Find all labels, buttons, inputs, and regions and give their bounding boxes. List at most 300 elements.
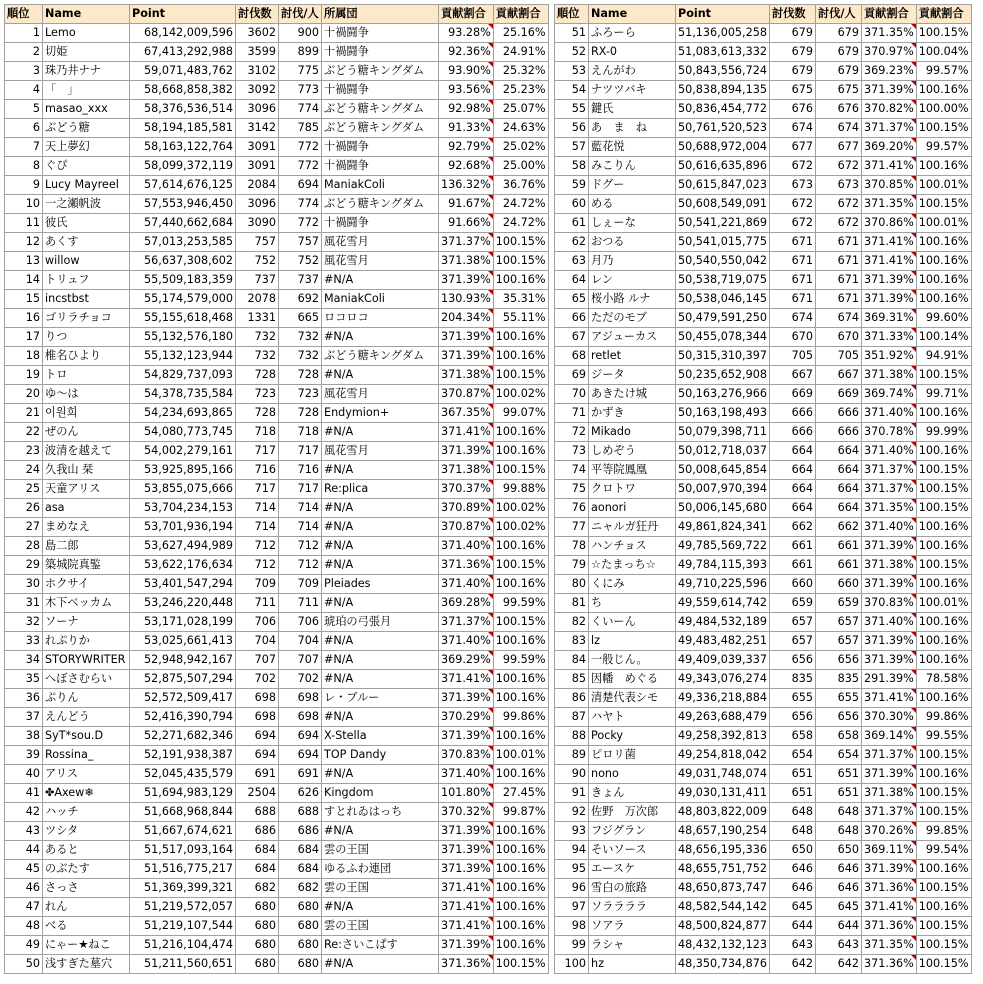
cell-contribution-b[interactable]: 99.55%: [916, 727, 971, 746]
cell-rank[interactable]: 13: [5, 252, 43, 271]
cell-rank[interactable]: 36: [5, 689, 43, 708]
cell-rank[interactable]: 18: [5, 347, 43, 366]
cell-guild[interactable]: 風花雪月: [322, 233, 439, 252]
cell-name[interactable]: 天上夢幻: [43, 138, 130, 157]
cell-name[interactable]: あると: [43, 841, 130, 860]
table-row[interactable]: [5, 841, 549, 860]
cell-kills[interactable]: 752: [236, 252, 279, 271]
cell-point[interactable]: 50,843,556,724: [676, 62, 770, 81]
cell-guild[interactable]: ぶどう糖キングダム: [322, 62, 439, 81]
cell-kills[interactable]: 643: [769, 936, 815, 955]
cell-contribution-a[interactable]: 371.41%: [861, 252, 916, 271]
cell-kills[interactable]: 651: [769, 765, 815, 784]
header-contribution-b[interactable]: 貢献割合: [493, 5, 548, 24]
cell-kills[interactable]: 680: [236, 898, 279, 917]
cell-kills[interactable]: 680: [236, 955, 279, 974]
cell-kills-per-person[interactable]: 655: [815, 689, 861, 708]
cell-point[interactable]: 50,007,970,394: [676, 480, 770, 499]
table-row[interactable]: [555, 328, 972, 347]
header-kills[interactable]: 討伐数: [236, 5, 279, 24]
cell-kills[interactable]: 644: [769, 917, 815, 936]
cell-name[interactable]: ぶどう糖: [43, 119, 130, 138]
cell-contribution-b[interactable]: 100.16%: [916, 404, 971, 423]
cell-contribution-a[interactable]: 371.39%: [439, 860, 494, 879]
cell-kills[interactable]: 2504: [236, 784, 279, 803]
cell-kills-per-person[interactable]: 717: [279, 480, 322, 499]
cell-rank[interactable]: 81: [555, 594, 589, 613]
cell-contribution-a[interactable]: 370.97%: [861, 43, 916, 62]
cell-contribution-a[interactable]: 370.89%: [439, 499, 494, 518]
cell-contribution-b[interactable]: 100.15%: [916, 366, 971, 385]
cell-kills-per-person[interactable]: 694: [279, 727, 322, 746]
cell-kills-per-person[interactable]: 775: [279, 62, 322, 81]
cell-contribution-a[interactable]: 371.41%: [861, 898, 916, 917]
cell-kills[interactable]: 3096: [236, 195, 279, 214]
cell-name[interactable]: ぷりん: [43, 689, 130, 708]
cell-guild[interactable]: ManiakColi: [322, 176, 439, 195]
cell-contribution-a[interactable]: 371.41%: [439, 670, 494, 689]
cell-contribution-a[interactable]: 371.39%: [861, 575, 916, 594]
table-row[interactable]: [5, 423, 549, 442]
cell-guild[interactable]: Endymion+: [322, 404, 439, 423]
cell-kills-per-person[interactable]: 642: [815, 955, 861, 974]
cell-rank[interactable]: 69: [555, 366, 589, 385]
cell-rank[interactable]: 100: [555, 955, 589, 974]
cell-kills-per-person[interactable]: 651: [815, 765, 861, 784]
cell-guild[interactable]: TOP Dandy: [322, 746, 439, 765]
cell-name[interactable]: Lemo: [43, 24, 130, 43]
cell-kills-per-person[interactable]: 650: [815, 841, 861, 860]
cell-name[interactable]: Mikado: [589, 423, 676, 442]
cell-contribution-b[interactable]: 100.16%: [493, 423, 548, 442]
cell-contribution-b[interactable]: 100.15%: [916, 461, 971, 480]
cell-name[interactable]: 桜小路 ルナ: [589, 290, 676, 309]
cell-rank[interactable]: 10: [5, 195, 43, 214]
table-row[interactable]: [5, 138, 549, 157]
cell-point[interactable]: 50,616,635,896: [676, 157, 770, 176]
cell-guild[interactable]: #N/A: [322, 423, 439, 442]
cell-kills[interactable]: 661: [769, 556, 815, 575]
cell-guild[interactable]: 十禍闘争: [322, 138, 439, 157]
cell-rank[interactable]: 39: [5, 746, 43, 765]
cell-name[interactable]: まめなえ: [43, 518, 130, 537]
cell-kills[interactable]: 712: [236, 537, 279, 556]
header-name[interactable]: Name: [43, 5, 130, 24]
cell-name[interactable]: クロトワ: [589, 480, 676, 499]
cell-contribution-b[interactable]: 99.60%: [916, 309, 971, 328]
cell-name[interactable]: 佐野 万次郎: [589, 803, 676, 822]
table-row[interactable]: [555, 575, 972, 594]
cell-name[interactable]: ゆ～は: [43, 385, 130, 404]
cell-guild[interactable]: #N/A: [322, 556, 439, 575]
cell-contribution-a[interactable]: 371.39%: [861, 537, 916, 556]
cell-kills[interactable]: 691: [236, 765, 279, 784]
cell-contribution-a[interactable]: 371.41%: [861, 233, 916, 252]
cell-contribution-b[interactable]: 100.15%: [493, 955, 548, 974]
cell-kills-per-person[interactable]: 772: [279, 157, 322, 176]
cell-name[interactable]: あきたけ城: [589, 385, 676, 404]
cell-kills[interactable]: 698: [236, 689, 279, 708]
table-row[interactable]: [5, 746, 549, 765]
cell-point[interactable]: 55,509,183,359: [130, 271, 236, 290]
cell-contribution-a[interactable]: 371.39%: [439, 271, 494, 290]
cell-rank[interactable]: 57: [555, 138, 589, 157]
cell-rank[interactable]: 12: [5, 233, 43, 252]
cell-kills[interactable]: 664: [769, 442, 815, 461]
cell-name[interactable]: アリス: [43, 765, 130, 784]
cell-contribution-a[interactable]: 371.35%: [861, 499, 916, 518]
cell-contribution-b[interactable]: 55.11%: [493, 309, 548, 328]
cell-point[interactable]: 54,234,693,865: [130, 404, 236, 423]
cell-contribution-b[interactable]: 100.15%: [493, 233, 548, 252]
cell-point[interactable]: 54,829,737,093: [130, 366, 236, 385]
cell-rank[interactable]: 54: [555, 81, 589, 100]
cell-contribution-b[interactable]: 99.57%: [916, 138, 971, 157]
cell-kills[interactable]: 707: [236, 651, 279, 670]
cell-contribution-b[interactable]: 100.16%: [916, 518, 971, 537]
table-row[interactable]: [5, 442, 549, 461]
cell-contribution-a[interactable]: 370.30%: [861, 708, 916, 727]
cell-contribution-a[interactable]: 136.32%: [439, 176, 494, 195]
cell-contribution-b[interactable]: 100.15%: [916, 917, 971, 936]
table-row[interactable]: [555, 24, 972, 43]
cell-point[interactable]: 53,171,028,199: [130, 613, 236, 632]
table-row[interactable]: [5, 594, 549, 613]
cell-contribution-a[interactable]: 130.93%: [439, 290, 494, 309]
cell-point[interactable]: 49,785,569,722: [676, 537, 770, 556]
cell-contribution-b[interactable]: 100.15%: [493, 461, 548, 480]
cell-rank[interactable]: 4: [5, 81, 43, 100]
cell-rank[interactable]: 71: [555, 404, 589, 423]
header-guild[interactable]: 所属団: [322, 5, 439, 24]
cell-contribution-a[interactable]: 371.41%: [439, 898, 494, 917]
cell-contribution-b[interactable]: 100.14%: [916, 328, 971, 347]
cell-contribution-b[interactable]: 100.16%: [493, 841, 548, 860]
cell-point[interactable]: 50,540,550,042: [676, 252, 770, 271]
table-row[interactable]: [555, 860, 972, 879]
cell-point[interactable]: 50,761,520,523: [676, 119, 770, 138]
cell-guild[interactable]: 琥珀の弓張月: [322, 613, 439, 632]
cell-contribution-b[interactable]: 100.16%: [916, 252, 971, 271]
cell-name[interactable]: ゴリラチョコ: [43, 309, 130, 328]
cell-kills[interactable]: 680: [236, 936, 279, 955]
cell-contribution-a[interactable]: 204.34%: [439, 309, 494, 328]
table-row[interactable]: [555, 841, 972, 860]
cell-contribution-a[interactable]: 371.41%: [861, 689, 916, 708]
cell-kills[interactable]: 657: [769, 632, 815, 651]
cell-rank[interactable]: 56: [555, 119, 589, 138]
cell-rank[interactable]: 5: [5, 100, 43, 119]
cell-kills-per-person[interactable]: 669: [815, 385, 861, 404]
cell-kills[interactable]: 660: [769, 575, 815, 594]
cell-point[interactable]: 55,132,123,944: [130, 347, 236, 366]
table-row[interactable]: [555, 480, 972, 499]
table-row[interactable]: [5, 252, 549, 271]
table-row[interactable]: [555, 746, 972, 765]
cell-kills[interactable]: 645: [769, 898, 815, 917]
cell-point[interactable]: 50,541,015,775: [676, 233, 770, 252]
cell-name[interactable]: める: [589, 195, 676, 214]
cell-name[interactable]: 雪白の旅路: [589, 879, 676, 898]
cell-kills[interactable]: 682: [236, 879, 279, 898]
cell-contribution-a[interactable]: 371.39%: [861, 651, 916, 670]
cell-contribution-b[interactable]: 100.15%: [916, 556, 971, 575]
cell-contribution-a[interactable]: 370.83%: [439, 746, 494, 765]
table-row[interactable]: [555, 955, 972, 974]
table-row[interactable]: [5, 917, 549, 936]
cell-point[interactable]: 58,099,372,119: [130, 157, 236, 176]
cell-rank[interactable]: 74: [555, 461, 589, 480]
cell-contribution-a[interactable]: 291.39%: [861, 670, 916, 689]
cell-rank[interactable]: 79: [555, 556, 589, 575]
cell-point[interactable]: 50,479,591,250: [676, 309, 770, 328]
cell-contribution-a[interactable]: 371.39%: [861, 860, 916, 879]
cell-contribution-a[interactable]: 371.41%: [439, 917, 494, 936]
table-row[interactable]: [5, 100, 549, 119]
cell-name[interactable]: さっさ: [43, 879, 130, 898]
cell-guild[interactable]: 十禍闘争: [322, 24, 439, 43]
cell-point[interactable]: 50,455,078,344: [676, 328, 770, 347]
cell-name[interactable]: ただのモブ: [589, 309, 676, 328]
cell-contribution-a[interactable]: 101.80%: [439, 784, 494, 803]
cell-contribution-b[interactable]: 100.15%: [916, 746, 971, 765]
cell-rank[interactable]: 34: [5, 651, 43, 670]
cell-contribution-b[interactable]: 100.16%: [493, 328, 548, 347]
table-row[interactable]: [5, 233, 549, 252]
cell-point[interactable]: 51,219,572,057: [130, 898, 236, 917]
cell-contribution-b[interactable]: 100.02%: [493, 385, 548, 404]
cell-contribution-b[interactable]: 24.72%: [493, 195, 548, 214]
cell-name[interactable]: ソアラ: [589, 917, 676, 936]
cell-contribution-b[interactable]: 100.15%: [916, 879, 971, 898]
cell-name[interactable]: ピロリ菌: [589, 746, 676, 765]
cell-name[interactable]: れぷりか: [43, 632, 130, 651]
cell-name[interactable]: れん: [43, 898, 130, 917]
cell-contribution-a[interactable]: 92.68%: [439, 157, 494, 176]
cell-contribution-b[interactable]: 27.45%: [493, 784, 548, 803]
cell-contribution-a[interactable]: 371.39%: [861, 765, 916, 784]
cell-contribution-b[interactable]: 99.54%: [916, 841, 971, 860]
cell-point[interactable]: 56,637,308,602: [130, 252, 236, 271]
cell-kills-per-person[interactable]: 772: [279, 138, 322, 157]
table-row[interactable]: [5, 461, 549, 480]
cell-kills-per-person[interactable]: 672: [815, 214, 861, 233]
cell-kills[interactable]: 679: [769, 43, 815, 62]
cell-kills-per-person[interactable]: 666: [815, 404, 861, 423]
table-row[interactable]: [5, 632, 549, 651]
table-row[interactable]: [555, 271, 972, 290]
cell-rank[interactable]: 95: [555, 860, 589, 879]
cell-guild[interactable]: #N/A: [322, 632, 439, 651]
cell-name[interactable]: 築城院真鍳: [43, 556, 130, 575]
table-row[interactable]: [5, 518, 549, 537]
cell-rank[interactable]: 51: [555, 24, 589, 43]
cell-name[interactable]: 波清を越えて: [43, 442, 130, 461]
table-row[interactable]: [5, 575, 549, 594]
cell-guild[interactable]: Re:さいこぱす: [322, 936, 439, 955]
cell-guild[interactable]: 雲の王国: [322, 879, 439, 898]
cell-point[interactable]: 58,668,858,382: [130, 81, 236, 100]
header-kills[interactable]: 討伐数: [769, 5, 815, 24]
cell-contribution-a[interactable]: 371.39%: [439, 689, 494, 708]
cell-kills-per-person[interactable]: 711: [279, 594, 322, 613]
cell-kills[interactable]: 655: [769, 689, 815, 708]
cell-contribution-a[interactable]: 371.39%: [439, 936, 494, 955]
cell-point[interactable]: 58,376,536,514: [130, 100, 236, 119]
cell-rank[interactable]: 50: [5, 955, 43, 974]
cell-kills[interactable]: 2078: [236, 290, 279, 309]
cell-rank[interactable]: 70: [555, 385, 589, 404]
cell-rank[interactable]: 87: [555, 708, 589, 727]
cell-point[interactable]: 48,432,132,123: [676, 936, 770, 955]
cell-name[interactable]: ふろーら: [589, 24, 676, 43]
table-row[interactable]: [5, 670, 549, 689]
cell-contribution-a[interactable]: 92.79%: [439, 138, 494, 157]
cell-guild[interactable]: Re:plica: [322, 480, 439, 499]
cell-point[interactable]: 50,541,221,869: [676, 214, 770, 233]
cell-rank[interactable]: 97: [555, 898, 589, 917]
cell-kills-per-person[interactable]: 679: [815, 24, 861, 43]
cell-rank[interactable]: 61: [555, 214, 589, 233]
table-row[interactable]: [5, 499, 549, 518]
cell-point[interactable]: 59,071,483,762: [130, 62, 236, 81]
cell-contribution-b[interactable]: 100.15%: [493, 556, 548, 575]
cell-name[interactable]: レン: [589, 271, 676, 290]
cell-contribution-a[interactable]: 371.40%: [861, 404, 916, 423]
table-row[interactable]: [5, 157, 549, 176]
cell-contribution-a[interactable]: 370.85%: [861, 176, 916, 195]
cell-contribution-a[interactable]: 371.38%: [861, 784, 916, 803]
cell-kills-per-person[interactable]: 723: [279, 385, 322, 404]
table-row[interactable]: [555, 499, 972, 518]
cell-point[interactable]: 50,608,549,091: [676, 195, 770, 214]
cell-kills-per-person[interactable]: 645: [815, 898, 861, 917]
cell-kills-per-person[interactable]: 671: [815, 252, 861, 271]
cell-kills-per-person[interactable]: 718: [279, 423, 322, 442]
cell-name[interactable]: Lucy Mayreel: [43, 176, 130, 195]
cell-contribution-a[interactable]: 371.38%: [439, 252, 494, 271]
cell-contribution-b[interactable]: 100.16%: [493, 537, 548, 556]
cell-name[interactable]: かずき: [589, 404, 676, 423]
table-row[interactable]: [5, 404, 549, 423]
cell-name[interactable]: えんどう: [43, 708, 130, 727]
cell-contribution-b[interactable]: 100.15%: [916, 480, 971, 499]
cell-guild[interactable]: 十禍闘争: [322, 43, 439, 62]
cell-kills-per-person[interactable]: 705: [815, 347, 861, 366]
cell-rank[interactable]: 20: [5, 385, 43, 404]
cell-kills[interactable]: 694: [236, 727, 279, 746]
header-point[interactable]: Point: [676, 5, 770, 24]
cell-contribution-b[interactable]: 100.16%: [916, 233, 971, 252]
cell-kills[interactable]: 674: [769, 309, 815, 328]
cell-kills-per-person[interactable]: 752: [279, 252, 322, 271]
cell-rank[interactable]: 68: [555, 347, 589, 366]
cell-point[interactable]: 51,667,674,621: [130, 822, 236, 841]
table-row[interactable]: [555, 176, 972, 195]
cell-rank[interactable]: 94: [555, 841, 589, 860]
cell-point[interactable]: 53,025,661,413: [130, 632, 236, 651]
table-row[interactable]: [5, 556, 549, 575]
cell-contribution-a[interactable]: 370.87%: [439, 518, 494, 537]
cell-kills[interactable]: 667: [769, 366, 815, 385]
cell-kills-per-person[interactable]: 664: [815, 480, 861, 499]
cell-contribution-b[interactable]: 100.16%: [493, 347, 548, 366]
cell-name[interactable]: STORYWRITER: [43, 651, 130, 670]
cell-contribution-b[interactable]: 99.59%: [493, 651, 548, 670]
cell-kills-per-person[interactable]: 666: [815, 423, 861, 442]
cell-guild[interactable]: 風花雪月: [322, 442, 439, 461]
cell-kills-per-person[interactable]: 648: [815, 822, 861, 841]
cell-contribution-a[interactable]: 371.41%: [861, 157, 916, 176]
cell-kills[interactable]: 672: [769, 214, 815, 233]
cell-point[interactable]: 52,572,509,417: [130, 689, 236, 708]
cell-rank[interactable]: 33: [5, 632, 43, 651]
cell-point[interactable]: 50,006,145,680: [676, 499, 770, 518]
cell-name[interactable]: 平等院鳳凰: [589, 461, 676, 480]
cell-guild[interactable]: #N/A: [322, 822, 439, 841]
cell-kills-per-person[interactable]: 657: [815, 613, 861, 632]
cell-contribution-b[interactable]: 100.16%: [916, 271, 971, 290]
cell-kills-per-person[interactable]: 707: [279, 651, 322, 670]
cell-kills[interactable]: 658: [769, 727, 815, 746]
cell-kills-per-person[interactable]: 717: [279, 442, 322, 461]
cell-contribution-a[interactable]: 351.92%: [861, 347, 916, 366]
cell-point[interactable]: 49,343,076,274: [676, 670, 770, 689]
cell-name[interactable]: 彼氏: [43, 214, 130, 233]
cell-name[interactable]: 切姫: [43, 43, 130, 62]
table-row[interactable]: [5, 955, 549, 974]
header-rank[interactable]: 順位: [555, 5, 589, 24]
cell-name[interactable]: にゃー★ねこ: [43, 936, 130, 955]
cell-contribution-b[interactable]: 24.91%: [493, 43, 548, 62]
cell-point[interactable]: 48,500,824,877: [676, 917, 770, 936]
cell-name[interactable]: フジグラン: [589, 822, 676, 841]
cell-name[interactable]: willow: [43, 252, 130, 271]
cell-kills-per-person[interactable]: 737: [279, 271, 322, 290]
cell-kills-per-person[interactable]: 691: [279, 765, 322, 784]
cell-kills[interactable]: 674: [769, 119, 815, 138]
cell-name[interactable]: しぇーな: [589, 214, 676, 233]
cell-point[interactable]: 51,083,613,332: [676, 43, 770, 62]
cell-kills-per-person[interactable]: 671: [815, 271, 861, 290]
cell-point[interactable]: 53,925,895,166: [130, 461, 236, 480]
cell-point[interactable]: 68,142,009,596: [130, 24, 236, 43]
cell-contribution-a[interactable]: 371.38%: [439, 366, 494, 385]
cell-point[interactable]: 49,336,218,884: [676, 689, 770, 708]
table-row[interactable]: [5, 727, 549, 746]
cell-contribution-b[interactable]: 99.59%: [493, 594, 548, 613]
cell-name[interactable]: 清楚代表シモ: [589, 689, 676, 708]
cell-contribution-b[interactable]: 100.16%: [493, 860, 548, 879]
cell-kills-per-person[interactable]: 702: [279, 670, 322, 689]
cell-point[interactable]: 50,538,046,145: [676, 290, 770, 309]
cell-kills-per-person[interactable]: 676: [815, 100, 861, 119]
table-row[interactable]: [5, 366, 549, 385]
cell-kills[interactable]: 704: [236, 632, 279, 651]
cell-rank[interactable]: 38: [5, 727, 43, 746]
cell-rank[interactable]: 73: [555, 442, 589, 461]
cell-point[interactable]: 50,012,718,037: [676, 442, 770, 461]
cell-rank[interactable]: 22: [5, 423, 43, 442]
cell-point[interactable]: 51,136,005,258: [676, 24, 770, 43]
cell-kills[interactable]: 3092: [236, 81, 279, 100]
cell-point[interactable]: 49,710,225,596: [676, 575, 770, 594]
cell-kills-per-person[interactable]: 694: [279, 746, 322, 765]
cell-contribution-b[interactable]: 24.63%: [493, 119, 548, 138]
cell-kills[interactable]: 650: [769, 841, 815, 860]
header-kills-per-person[interactable]: 討伐/人: [279, 5, 322, 24]
cell-kills-per-person[interactable]: 757: [279, 233, 322, 252]
